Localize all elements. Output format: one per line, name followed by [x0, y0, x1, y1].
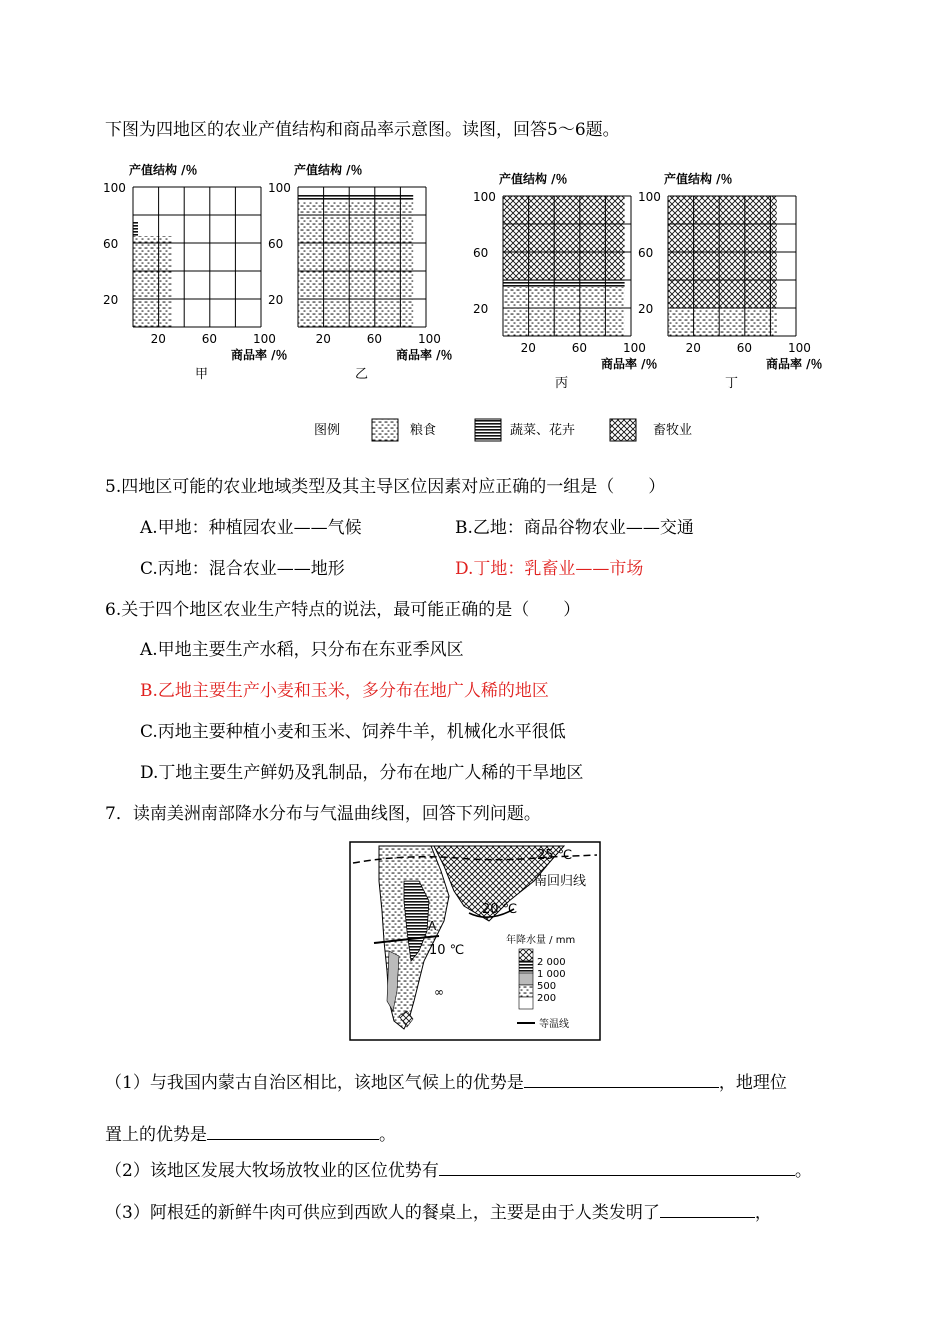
x-axis-label: 商品率 /％ [601, 357, 658, 371]
q7-part1-line1: （1）与我国内蒙古自治区相比，该地区气候上的优势是 ，地理位 [105, 1069, 787, 1095]
x-tick-label: 20 [520, 341, 536, 355]
map-legend-1000: 1 000 [537, 969, 566, 980]
q7-stem: 7．读南美洲南部降水分布与气温曲线图，回答下列问题。 [105, 804, 541, 824]
q5-option-a: A.甲地：种植园农业——气候 [140, 518, 362, 538]
x-tick-label: 60 [571, 341, 588, 355]
q6-option-c: C.丙地主要种植小麦和玉米、饲养牛羊，机械化水平很低 [140, 722, 566, 742]
y-tick-label: 20 [473, 302, 489, 316]
y-tick-label: 60 [103, 237, 119, 251]
y-axis-label: 产值结构 /％ [664, 172, 733, 186]
x-tick-label: 20 [315, 332, 331, 346]
x-axis-label: 商品率 /％ [766, 357, 823, 371]
x-tick-label: 100 [788, 341, 811, 355]
x-tick-label: 60 [736, 341, 753, 355]
q7-part1-line2: 置上的优势是 。 [105, 1121, 396, 1147]
y-tick-label: 20 [268, 293, 284, 307]
y-axis-label: 产值结构 /％ [294, 163, 363, 177]
x-tick-label: 20 [685, 341, 701, 355]
panel-name: 丁 [725, 376, 739, 391]
panel-name: 乙 [355, 367, 369, 382]
y-tick-label: 20 [638, 302, 654, 316]
bar-grain [503, 287, 625, 336]
map-legend-200: 200 [537, 993, 557, 1004]
q5-stem: 5.四地区可能的农业地域类型及其主导区位因素对应正确的一组是（ ） [105, 477, 666, 497]
bar-livestock [503, 196, 625, 280]
legend-title: 图例 [314, 423, 341, 438]
isotherm-20-label: 20 ℃ [482, 902, 518, 917]
q7-part3: （3）阿根廷的新鲜牛肉可供应到西欧人的餐桌上，主要是由于人类发明了 ， [105, 1199, 772, 1225]
q7-part1-blank1[interactable] [524, 1069, 719, 1088]
q5-option-d: D.丁地：乳畜业——市场 [455, 559, 644, 579]
map-legend-isotherm: 等温线 [539, 1019, 569, 1030]
q6-stem: 6.关于四个地区农业生产特点的说法，最可能正确的是（ ） [105, 600, 581, 620]
bar-vegetables [298, 194, 413, 201]
bar-grain [668, 308, 777, 336]
y-tick-label: 100 [268, 181, 291, 195]
chart-panel-3 [473, 171, 658, 391]
x-tick-label: 100 [253, 332, 276, 346]
south-america-map [349, 841, 601, 1041]
bar-grain [298, 201, 413, 327]
y-axis-label: 产值结构 /％ [129, 163, 198, 177]
point-a-label: A [428, 919, 437, 933]
q6-option-b: B.乙地主要生产小麦和玉米，多分布在地广人稀的地区 [140, 681, 549, 701]
q6-option-d: D.丁地主要生产鲜奶及乳制品，分布在地广人稀的干旱地区 [140, 763, 584, 783]
island-symbol: ∞ [434, 985, 444, 999]
q7-part2-blank[interactable] [439, 1157, 795, 1176]
tropic-label: 南回归线 [534, 874, 587, 889]
y-tick-label: 20 [103, 293, 119, 307]
legend-item-grain: 粮食 [410, 423, 437, 438]
q7-part1-blank2[interactable] [207, 1121, 379, 1140]
bar-vegetables [133, 222, 138, 236]
chart-panel-4 [638, 171, 823, 391]
x-tick-label: 20 [150, 332, 166, 346]
intro-text: 下图为四地区的农业产值结构和商品率示意图。读图，回答5～6题。 [105, 120, 620, 140]
map-legend-title: 年降水量 / mm [506, 935, 576, 946]
y-tick-label: 60 [638, 246, 654, 260]
panel-name: 丙 [555, 376, 569, 391]
isotherm-10-label: 10 ℃ [429, 943, 465, 958]
x-tick-label: 100 [418, 332, 441, 346]
bar-grain [133, 236, 171, 327]
x-tick-label: 60 [201, 332, 218, 346]
q5-option-c: C.丙地：混合农业——地形 [140, 559, 345, 579]
y-axis-label: 产值结构 /％ [499, 172, 568, 186]
y-tick-label: 100 [103, 181, 126, 195]
x-axis-label: 商品率 /％ [396, 348, 453, 362]
q7-part3-blank[interactable] [660, 1199, 755, 1218]
map-legend-500: 500 [537, 981, 557, 992]
q7-part2: （2）该地区发展大牧场放牧业的区位优势有 。 [105, 1157, 812, 1183]
y-tick-label: 60 [473, 246, 489, 260]
x-axis-label: 商品率 /％ [231, 348, 288, 362]
y-tick-label: 100 [473, 190, 496, 204]
legend-item-livestock: 畜牧业 [653, 423, 693, 438]
isotherm-25-label: 25 ℃ [537, 848, 573, 863]
legend-item-vegetables: 蔬菜、花卉 [510, 423, 576, 438]
q5-option-b: B.乙地：商品谷物农业——交通 [455, 518, 694, 538]
chart-legend [314, 419, 692, 441]
agriculture-charts [0, 150, 950, 610]
y-tick-label: 100 [638, 190, 661, 204]
q6-option-a: A.甲地主要生产水稻，只分布在东亚季风区 [140, 640, 464, 660]
panel-name: 甲 [195, 367, 209, 382]
y-tick-label: 60 [268, 237, 284, 251]
x-tick-label: 100 [623, 341, 646, 355]
chart-panel-2 [268, 162, 453, 382]
map-legend-2000: 2 000 [537, 957, 566, 968]
bar-vegetables [503, 280, 625, 287]
chart-panel-1 [103, 162, 288, 382]
x-tick-label: 60 [366, 332, 383, 346]
